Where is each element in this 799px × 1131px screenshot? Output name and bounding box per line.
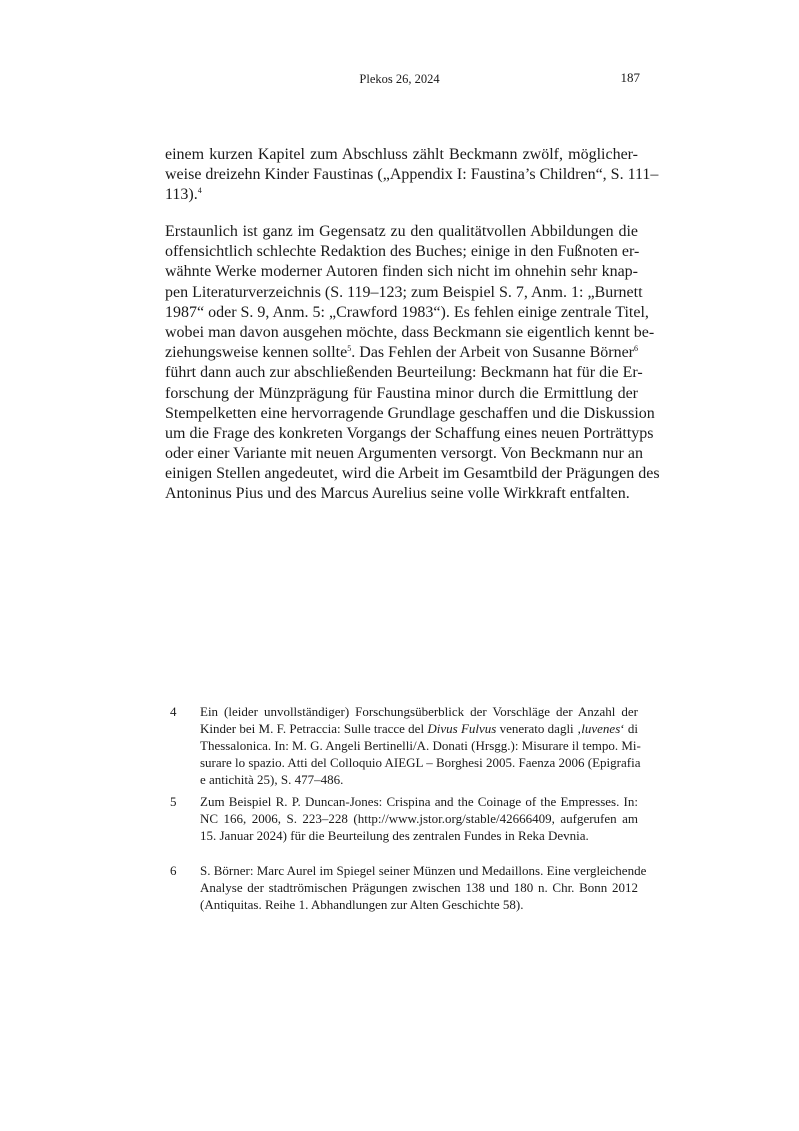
body-paragraph (165, 145, 659, 206)
text-segment: e antichità 25), S. 477–486. (200, 772, 344, 787)
text-segment: luvenes (581, 721, 621, 736)
text-line (165, 343, 638, 363)
text-segment: Thessalonica. In: M. G. Angeli Bertinelli/A. Donati (Hrsgg.): Misurare il tempo. Mi- (200, 738, 641, 753)
text-segment: Antoninus Pius und des Marcus Aurelius seine volle Wirkkraft entfalten. (165, 485, 630, 503)
text-line (200, 771, 638, 788)
page-number: 187 (620, 70, 640, 85)
text-line (165, 262, 638, 282)
text-line (200, 703, 638, 720)
text-line (200, 862, 647, 879)
text-line (165, 444, 643, 464)
footnote-text (200, 793, 638, 844)
text-line (165, 283, 643, 303)
text-line (165, 222, 638, 242)
body-paragraph (165, 222, 660, 505)
footnote-reference: 4 (197, 186, 202, 196)
text-line (165, 185, 638, 205)
text-segment: um die Frage des konkreten Vorgangs der Schaffung eines neuen Porträttyps (165, 424, 654, 442)
footnote-text (200, 862, 647, 913)
text-segment: einigen Stellen angedeutet, wird die Arbeit im Gesamtbild der Prägungen des (165, 465, 660, 483)
text-segment: pen Literaturverzeichnis (S. 119–123; zum Beispiel S. 7, Anm. 1: „Burnett (165, 283, 643, 301)
text-line (165, 464, 660, 484)
text-line (200, 793, 638, 810)
footnote-number: 4 (170, 704, 177, 719)
text-line (200, 737, 641, 754)
text-line (165, 303, 649, 323)
footnote-reference: 5 (347, 344, 352, 354)
text-segment: ‘ di (620, 721, 638, 736)
text-line (165, 165, 659, 185)
text-segment: Kinder bei M. F. Petraccia: Sulle tracce del (200, 721, 428, 736)
footnote-text (200, 703, 641, 788)
text-line (200, 810, 638, 827)
text-segment: . Das Fehlen der Arbeit von Susanne Börner (351, 344, 635, 362)
text-line (165, 363, 643, 383)
text-segment: offensichtlich schlechte Redaktion des Buches; einige in den Fußnoten er- (165, 243, 640, 261)
text-line (200, 896, 638, 913)
text-segment: einem kurzen Kapitel zum Abschluss zählt Beckmann zwölf, möglicher- (165, 146, 638, 163)
text-segment: NC 166, 2006, S. 223–228 (http://www.jstor.org/stable/42666409, aufgerufen am (200, 811, 638, 826)
text-line (165, 323, 655, 343)
text-segment: ziehungsweise kennen sollte (165, 344, 348, 362)
text-line (165, 145, 638, 165)
text-segment: Divus Fulvus (427, 721, 497, 736)
text-line (165, 384, 638, 404)
text-segment: oder einer Variante mit neuen Argumenten versorgt. Von Beckmann nur an (165, 445, 643, 463)
text-segment: venerato dagli ‚ (496, 721, 582, 736)
text-segment: forschung der Münzprägung für Faustina minor durch die Ermittlung der (165, 384, 638, 402)
text-line (165, 242, 638, 262)
footnote-number: 6 (170, 863, 177, 878)
text-line (165, 424, 654, 444)
text-segment: (Antiquitas. Reihe 1. Abhandlungen zur Alten Geschichte 58). (200, 897, 524, 912)
text-segment: 1987“ oder S. 9, Anm. 5: „Crawford 1983“). Es fehlen einige zentrale Titel, (165, 303, 649, 321)
text-segment: Zum Beispiel R. P. Duncan-Jones: Crispina and the Coinage of the Empresses. In: (200, 794, 638, 809)
text-segment: wobei man davon ausgehen möchte, dass Beckmann sie eigentlich kennt be- (165, 323, 655, 341)
text-line (200, 827, 638, 844)
text-segment: führt dann auch zur abschließenden Beurteilung: Beckmann hat für die Er- (165, 364, 643, 382)
text-segment: wähnte Werke moderner Autoren finden sich nicht im ohnehin sehr knap- (165, 263, 638, 281)
text-line (200, 879, 638, 896)
text-line (200, 720, 638, 737)
text-segment: Stempelketten eine hervorragende Grundlage geschaffen und die Diskussion (165, 404, 655, 422)
text-line (165, 404, 655, 424)
text-segment: S. Börner: Marc Aurel im Spiegel seiner Münzen und Medaillons. Eine vergleichende (200, 863, 647, 878)
text-segment: surare lo spazio. Atti del Colloquio AIEGL – Borghesi 2005. Faenza 2006 (Epigrafia (200, 755, 641, 770)
footnote-number: 5 (170, 794, 177, 809)
text-segment: 15. Januar 2024) für die Beurteilung des zentralen Fundes in Reka Devnia. (200, 828, 589, 843)
text-segment: 113). (165, 186, 198, 204)
text-segment: weise dreizehn Kinder Faustinas („Appendix I: Faustina’s Children“, S. 111– (165, 166, 659, 184)
text-line (200, 754, 641, 771)
running-head: Plekos 26, 2024 (359, 72, 440, 86)
text-segment: Erstaunlich ist ganz im Gegensatz zu den qualitätvollen Abbildungen die (165, 223, 638, 240)
text-segment: Ein (leider unvollständiger) Forschungsüberblick der Vorschläge der Anzahl der (200, 704, 638, 719)
text-segment: Analyse der stadtrömischen Prägungen zwischen 138 und 180 n. Chr. Bonn 2012 (200, 880, 638, 895)
footnote-reference: 6 (634, 344, 639, 354)
text-line (165, 484, 638, 504)
